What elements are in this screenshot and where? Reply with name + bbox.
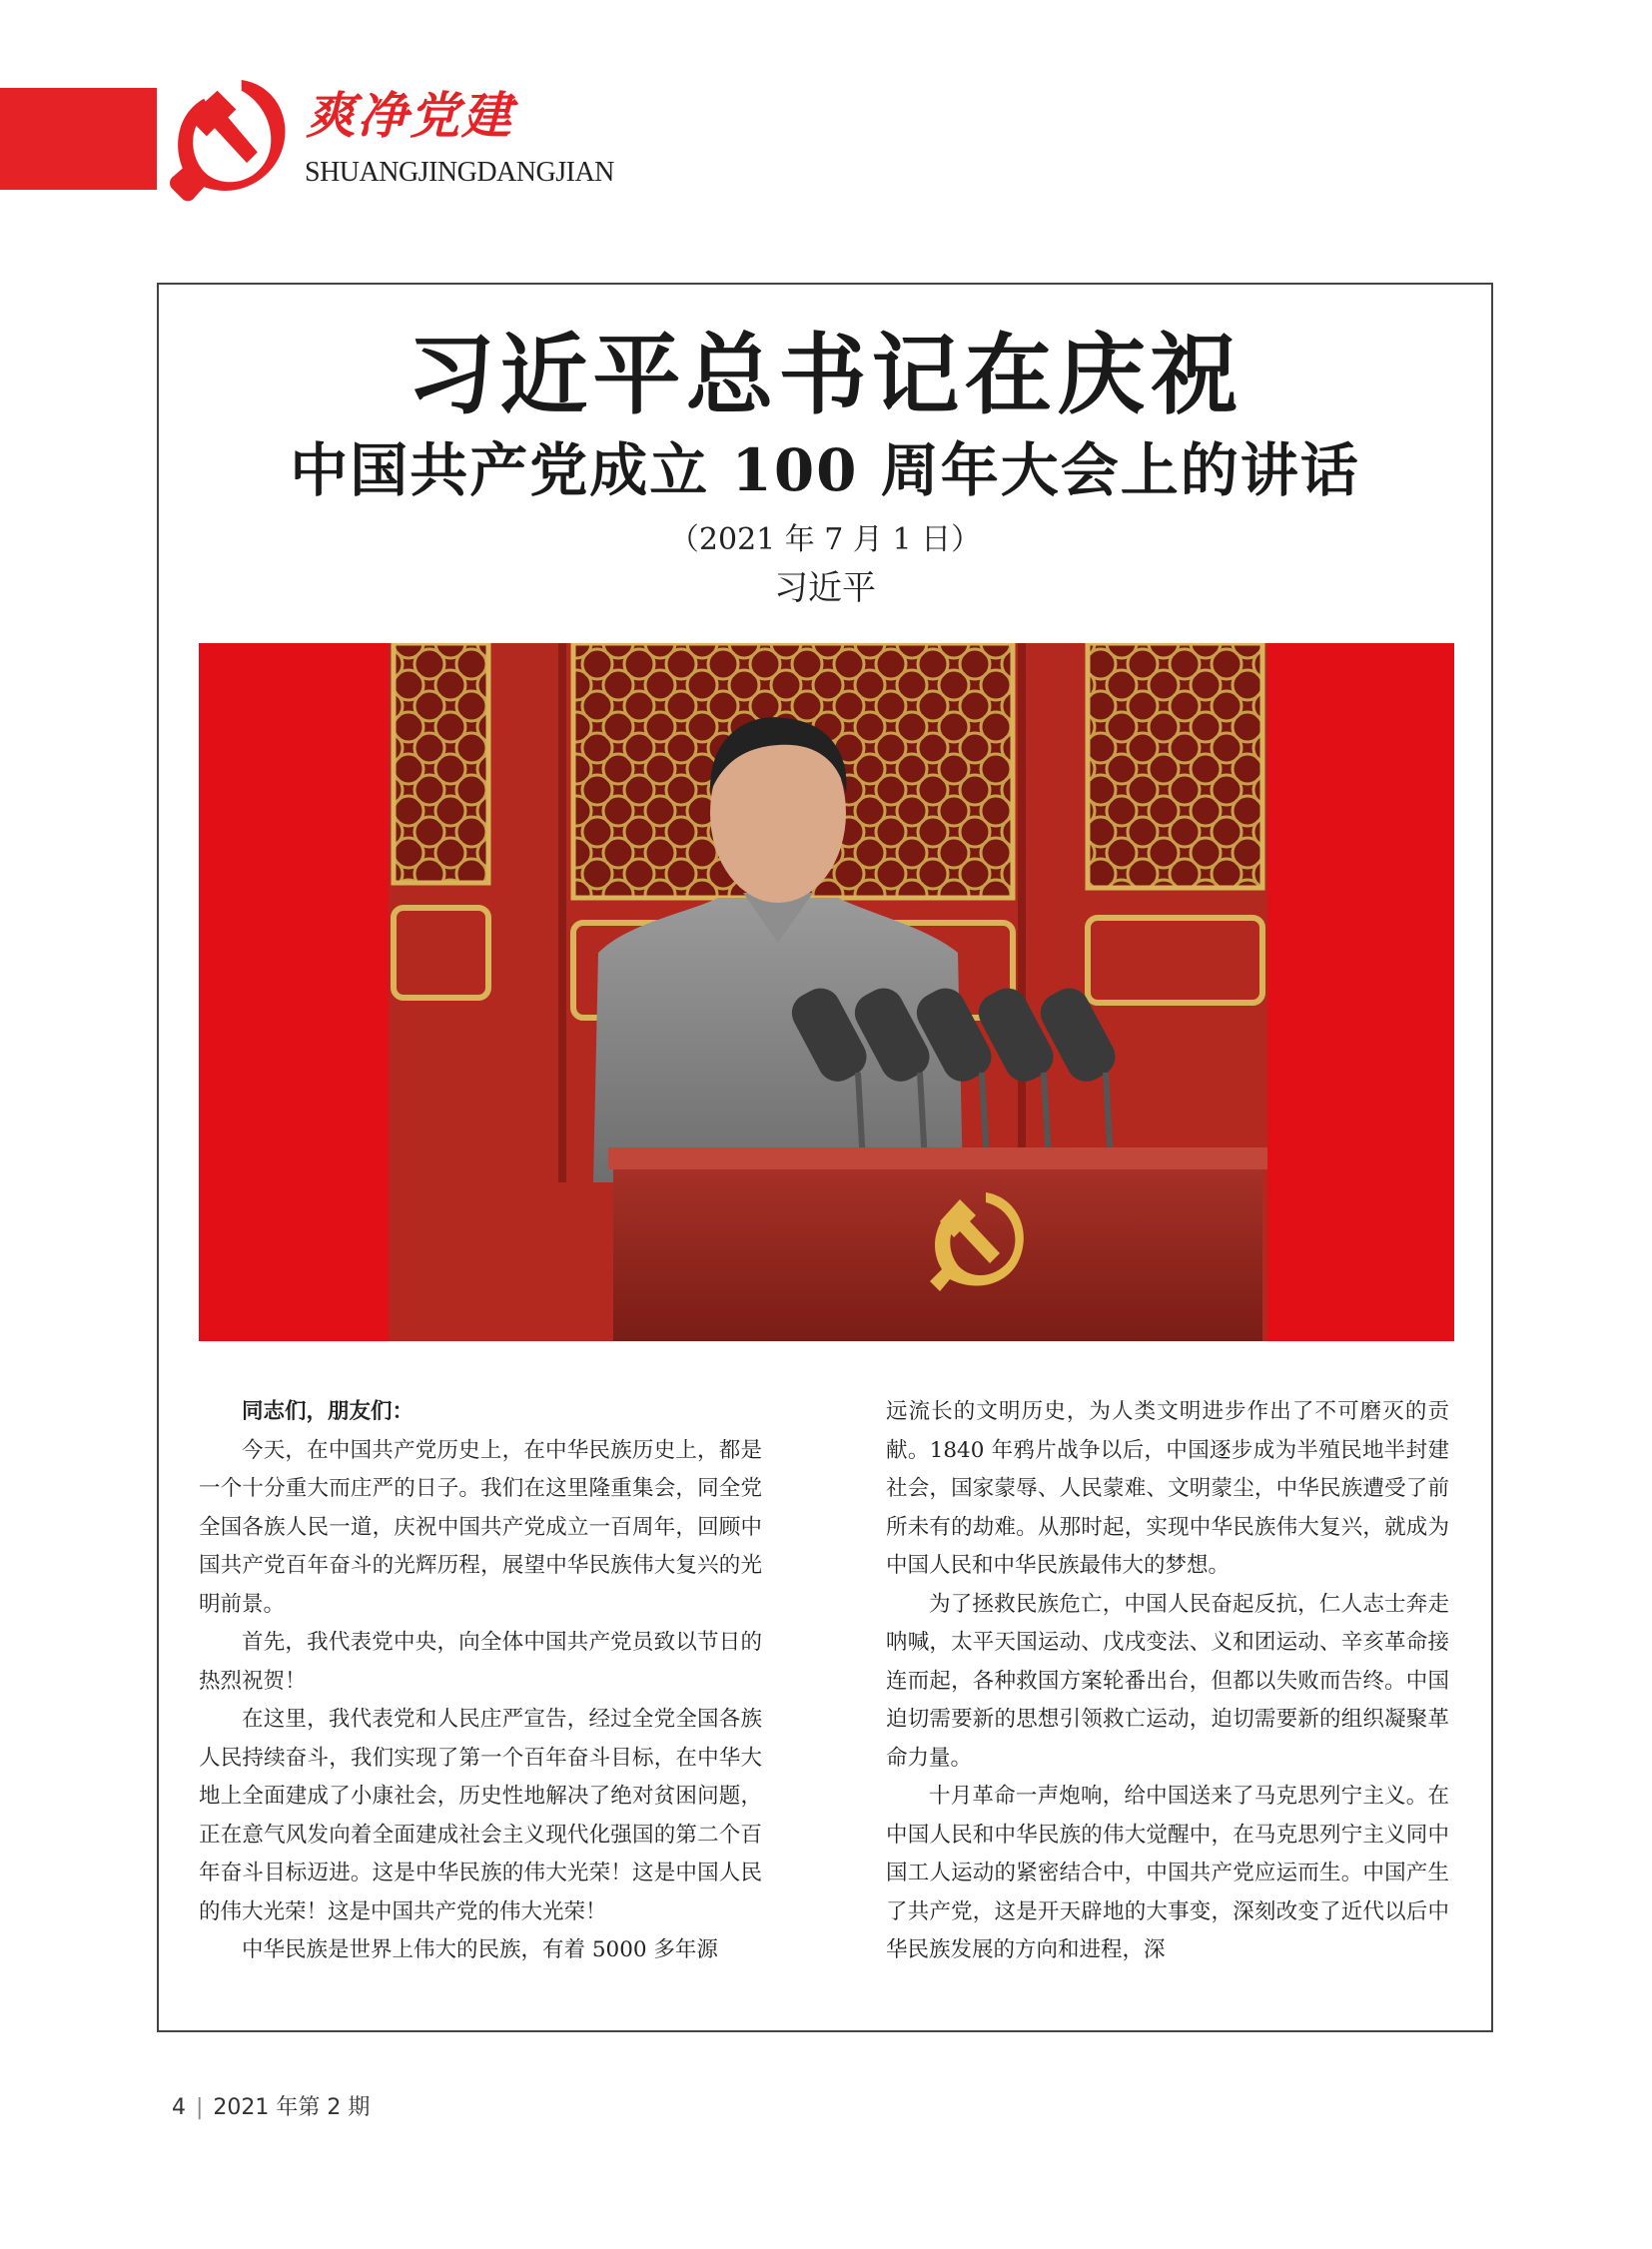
article-frame — [157, 283, 1493, 2032]
article-title-line2: 中国共产党成立 100 周年大会上的讲话 — [290, 436, 1360, 504]
body-column-left — [199, 1393, 762, 1970]
article-author: 习近平 — [774, 568, 876, 608]
header-red-bar — [0, 88, 157, 190]
page-number: 4 — [172, 2095, 186, 2120]
body-paragraph: 远流长的文明历史，为人类文明进步作出了不可磨灭的贡献。1840 年鸦片战争以后，中国逐步成为半殖民地半封建社会，国家蒙辱、人民蒙难、文明蒙尘，中华民族遭受了前所未有的劫难。从那时起，实现中华民族伟大复兴，就成为中国人民和中华民族最伟大的梦想。 — [886, 1399, 1449, 1578]
footer-separator: | — [196, 2095, 204, 2120]
body-paragraph: 在这里，我代表党和人民庄严宣告，经过全党全国各族人民持续奋斗，我们实现了第一个百年奋斗目标，在中华大地上全面建成了小康社会，历史性地解决了绝对贫困问题，正在意气风发向着全面建成社会主义现代化强国的第二个百年奋斗目标迈进。这是中华民族的伟大光荣！这是中国人民的伟大光荣！这是中国共产党的伟大光荣！ — [199, 1707, 762, 1924]
body-paragraph: 为了拯救民族危亡，中国人民奋起反抗，仁人志士奔走呐喊，太平天国运动、戊戌变法、义和团运动、辛亥革命接连而起，各种救国方案轮番出台，但都以失败而告终。中国迫切需要新的思想引领救亡运动，迫切需要新的组织凝聚革命力量。 — [886, 1591, 1449, 1771]
issue-label: 2021 年第 2 期 — [213, 2095, 371, 2120]
brand-name-en: SHUANGJINGDANGJIAN — [305, 157, 614, 188]
hammer-and-sickle-icon — [164, 72, 298, 206]
page-footer — [172, 2091, 370, 2125]
brand-name-cn: 爽净党建 — [306, 87, 513, 145]
body-paragraph: 十月革命一声炮响，给中国送来了马克思列宁主义。在中国人民和中华民族的伟大觉醒中，在马克思列宁主义同中国工人运动的紧密结合中，中国共产党应运而生。中国产生了共产党，这是开天辟地的大事变，深刻改变了近代以后中华民族发展的方向和进程，深 — [886, 1784, 1449, 1962]
body-column-right — [886, 1393, 1449, 1970]
body-paragraph: 同志们，朋友们： — [242, 1399, 414, 1424]
body-paragraph: 今天，在中国共产党历史上，在中华民族历史上，都是一个十分重大而庄严的日子。我们在这里隆重集会，同全党全国各族人民一道，庆祝中国共产党成立一百周年，回顾中国共产党百年奋斗的光辉历程，展望中华民族伟大复兴的光明前景。 — [199, 1437, 762, 1617]
body-paragraph: 中华民族是世界上伟大的民族，有着 5000 多年源 — [242, 1937, 718, 1962]
article-title-line1: 习近平总书记在庆祝 — [407, 323, 1243, 426]
speaker-at-podium-photo — [199, 643, 1454, 1341]
article-date: （2021 年 7 月 1 日） — [668, 522, 982, 557]
body-paragraph: 首先，我代表党中央，向全体中国共产党员致以节日的热烈祝贺！ — [199, 1630, 762, 1694]
